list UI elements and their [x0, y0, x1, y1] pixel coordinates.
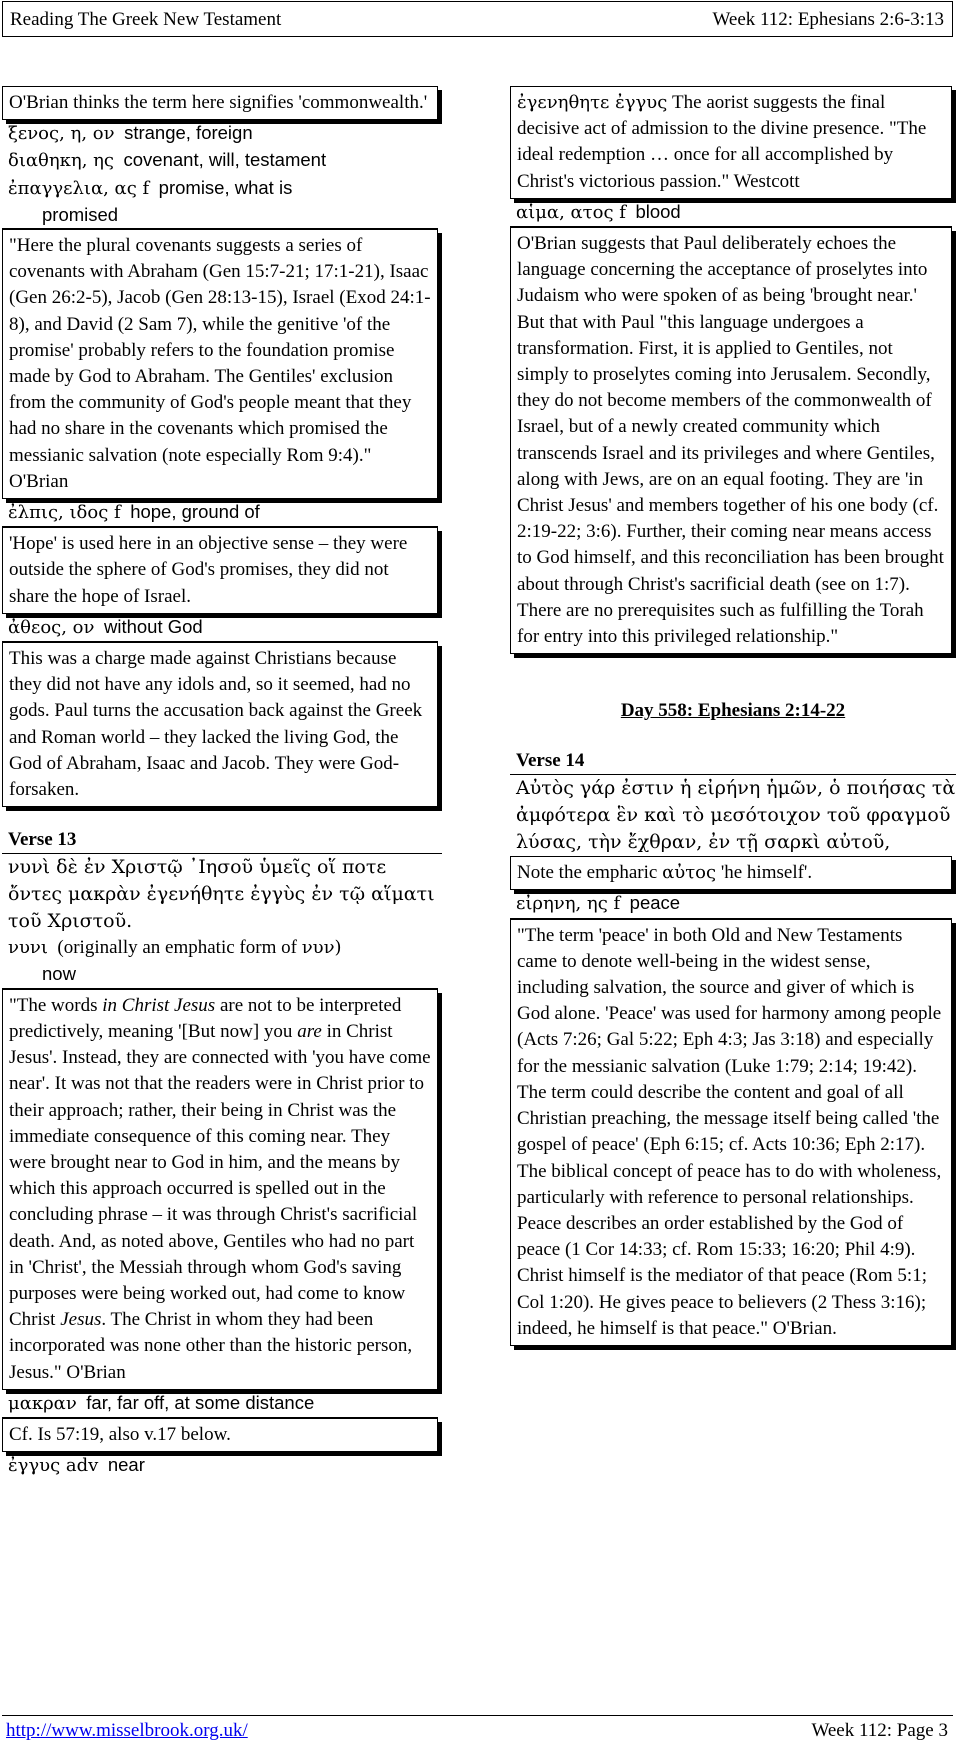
- header-week: Week 112: Ephesians 2:6-3:13: [712, 9, 944, 30]
- gloss: (originally an emphatic form of: [57, 937, 297, 959]
- gloss: peace: [629, 892, 681, 914]
- greek-term: μακραν: [8, 1392, 77, 1414]
- page-number: Week 112: Page 3: [811, 1720, 948, 1741]
- footer-rule: [2, 1715, 953, 1716]
- emphatic-note: Note the empharic αὐτος 'he himself'.: [510, 856, 952, 890]
- commonwealth-note: O'Brian thinks the term here signifies 'commonwealth.': [2, 86, 438, 120]
- verse-13-heading: Verse 13: [2, 827, 442, 854]
- lexicon-elpis: [2, 499, 438, 527]
- greek-term: νυνι: [8, 937, 48, 959]
- gloss: strange, foreign: [124, 122, 253, 144]
- greek-term: ἀθεος, ον: [8, 616, 95, 638]
- website-link[interactable]: http://www.misselbrook.org.uk/: [6, 1720, 248, 1741]
- greek-term: ξενος, η, ον: [8, 123, 115, 145]
- lexicon-eirene: [510, 890, 952, 918]
- aorist-note: ἐγενηθητε ἐγγυς The aorist suggests the final decisive act of admission to the divine presence. "The ideal redemption … once for all accomplished by Christ's victorious passion." Westcott: [510, 86, 952, 199]
- lexicon-xenos: [2, 120, 442, 147]
- greek-term: ἐπαγγελια, ας f: [8, 177, 150, 199]
- peace-note: "The term 'peace' in both Old and New Testaments came to denote well-being in the widest sense, including salvation, the source and giver of which is God alone. 'Peace' was used for harmony among people (Acts 7:26; Gal 5:22; Eph 4:3; Jas 3:18) and especially for the messianic salvation (Luke 1:79; 2:14; 19:42). The term could describe the content and goal of all Christian preaching, the message itself being called 'the gospel of peace' (Eph 6:15; cf. Acts 10:36; Eph 2:17). The biblical concept of peace has to do with wholeness, particularly with reference to personal relationships. Peace describes an order established by the God of peace (1 Cor 14:33; cf. Rom 15:33; 16:20; Phil 4:9). Christ himself is the mediator of that peace (Rom 5:1; Col 1:20). He gives peace to believers (2 Thess 3:16); indeed, he himself is that peace." O'Brian.: [510, 919, 952, 1346]
- verse-13-text: νυνὶ δὲ ἐν Χριστῷ ᾿Ιησοῦ ὑμεῖς οἵ ποτε ὄντες μακρὰν ἐγενήθητε ἐγγὺς ἐν τῷ αἵματι τοῦ Χριστοῦ.: [8, 856, 435, 933]
- gloss: blood: [635, 200, 681, 222]
- gloss: covenant, will, testament: [123, 149, 327, 171]
- atheos-note: This was a charge made against Christians because they did not have any idols and, so it seemed, had no gods. Paul turns the accusation back against the Greek and Roman world – they lacked the living God, the God of Abraham, Isaac and Jacob. They were God-forsaken.: [2, 642, 438, 807]
- greek-term-2: νυν): [301, 937, 342, 959]
- lexicon-nuni: [2, 935, 438, 988]
- lexicon-engus: [2, 1452, 442, 1479]
- gloss-continued: promised: [42, 203, 119, 225]
- greek-phrase: ἐγενηθητε ἐγγυς: [517, 92, 668, 113]
- lexicon-diatheke: [2, 147, 442, 174]
- gloss: far, far off, at some distance: [86, 1391, 315, 1413]
- left-column: [2, 86, 442, 1479]
- gloss: hope, ground of: [130, 501, 260, 523]
- gloss-continued: now: [42, 963, 76, 985]
- in-christ-note: "The words in Christ Jesus are not to be interpreted predictively, meaning '[But now] you are in Christ Jesus'. Instead, they are connected with 'you have come near'. It was not that the readers were in Christ prior to their approach; rather, their being in Christ was the immediate consequence of this coming near. They were brought near to God in him, and the means by which this approach occurred is spelled out in the concluding phrase – it was through Christ's sacrificial death. And, as noted above, Gentiles who had no part in 'Christ', the Messiah through whom God's saving purposes were being worked out, had come to know Christ Jesus. The Christ in whom they had been incorporated was none other than the historic person, Jesus." O'Brian: [2, 989, 438, 1390]
- greek-term: εἰρηνη, ης f: [516, 893, 621, 915]
- lexicon-haima: [510, 199, 952, 227]
- greek-term: αἱμα, ατος f: [516, 201, 626, 223]
- gloss: near: [107, 1454, 145, 1476]
- greek-term: ἐγγυς adv: [8, 1455, 99, 1477]
- header-title: Reading The Greek New Testament: [10, 9, 282, 30]
- right-column: [510, 86, 956, 1346]
- greek-term: ἐλπις, ιδος f: [8, 502, 121, 524]
- isaiah-note: Cf. Is 57:19, also v.17 below.: [2, 1418, 438, 1452]
- verse-14-heading: Verse 14: [510, 748, 956, 775]
- day-heading: Day 558: Ephesians 2:14-22: [620, 700, 846, 722]
- verse-14-text: Αὐτὸς γάρ ἐστιν ἡ εἰρήνη ἡμῶν, ὁ ποιήσας τὰ ἀμφότερα ἓν καὶ τὸ μεσότοιχον τοῦ φραγμοῦ λύσας, τὴν ἔχθραν, ἐν τῇ σαρκὶ αὐτοῦ,: [516, 777, 956, 854]
- hope-note: 'Hope' is used here in an objective sense – they were outside the sphere of God's promises, they did not share the hope of Israel.: [2, 527, 438, 614]
- brought-near-note: O'Brian suggests that Paul deliberately echoes the language concerning the acceptance of proselytes into Judaism who were spoken of as being 'brought near.' But that with Paul "this language undergoes a transformation. First, it is applied to Gentiles, not simply to proselytes coming into Jerusalem. Secondly, they do not become members of the commonwealth of Israel, but of a newly created community which transcends Israel and its privileges and where Gentiles, along with Jews, are on an equal footing. They are 'in Christ Jesus' and members together of his one body (cf. 2:19-22; 3:6). Further, their coming near means access to God himself, and this reconciliation has been brought about through Christ's sacrificial death (see on 1:7). There are no prerequisites such as fulfilling the Torah for entry into this privileged relationship.": [510, 227, 952, 654]
- lexicon-atheos: [2, 614, 438, 642]
- greek-term: διαθηκη, ης: [8, 150, 115, 172]
- lexicon-makran: [2, 1390, 438, 1418]
- lexicon-epangelia: [2, 175, 438, 229]
- gloss: promise, what is: [158, 176, 293, 198]
- gloss: without God: [103, 615, 203, 637]
- covenants-note: "Here the plural covenants suggests a series of covenants with Abraham (Gen 15:7-21; 17:1-21), Isaac (Gen 26:2-5), Jacob (Gen 28:13-15), Israel (Exod 24:1-8), and David (2 Sam 7), while the genitive 'of the promise' probably refers to the foundation promise made by God to Abraham. The Gentiles' exclusion from the community of God's people meant that they had no share in the covenants which promised the messianic salvation (note especially Rom 9:4)." O'Brian: [2, 229, 438, 499]
- page-header: [2, 1, 953, 37]
